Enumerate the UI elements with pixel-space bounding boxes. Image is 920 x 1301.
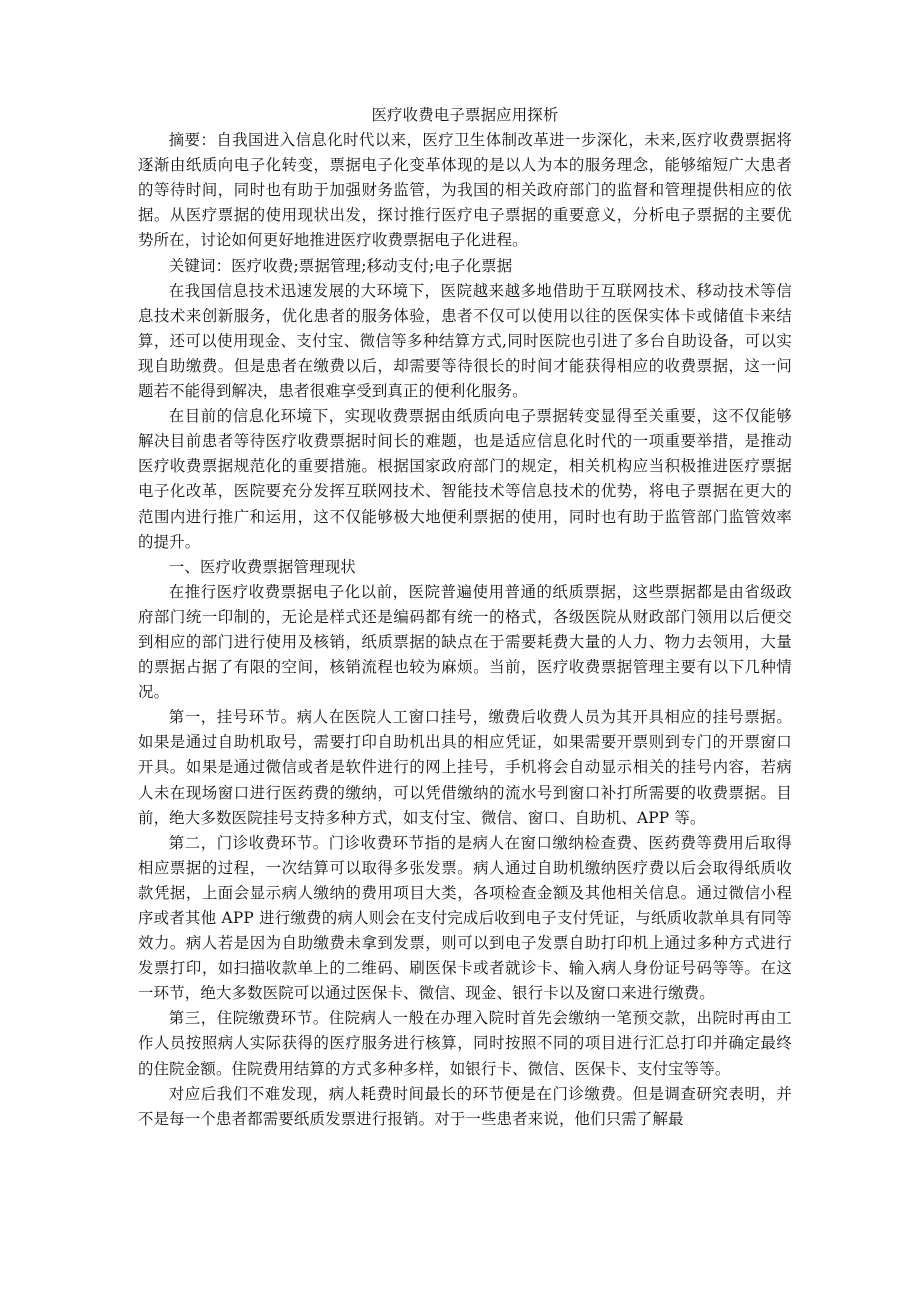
body-paragraph-registration: 第一，挂号环节。病人在医院人工窗口挂号，缴费后收费人员为其开具相应的挂号票据。如果是通过自助机取号，需要打印自助机出具的相应凭证，如果需要开票则到专门的开票窗口开具。如果是通过微信或者是软件进行的网上挂号，手机将会自动显示相关的挂号内容，若病人未在现场窗口进行医药费的缴纳，可以凭借缴纳的流水号到窗口补打所需要的收费票据。目前，绝大多数医院挂号支持多种方式，如支付宝、微信、窗口、自助机、APP 等。 [138,708,792,827]
body-paragraph-outpatient: 第二，门诊收费环节。门诊收费环节指的是病人在窗口缴纳检查费、医药费等费用后取得相应票据的过程，一次结算可以取得多张发票。病人通过自助机缴纳医疗费以后会取得纸质收款凭据，上面会显示病人缴纳的费用项目大类，各项检查金额及其他相关信息。通过微信小程序或者其他 APP 进行缴费的病人则会在支付完成后收到电子支付凭证，与纸质收款单具有同等效力。病人若是因为自助缴费未拿到发票，则可以到电子发票自助打印机上通过多种方式进行发票打印，如扫描收款单上的二维码、刷医保卡或者就诊卡、输入病人身份证号码等等。在这一环节，绝大多数医院可以通过医保卡、微信、现金、银行卡以及窗口来进行缴费。 [138,833,792,1003]
intro-paragraph-2: 在目前的信息化环境下，实现收费票据由纸质向电子票据转变显得至关重要，这不仅能够解决目前患者等待医疗收费票据时间长的难题，也是适应信息化时代的一项重要举措，是推动医疗收费票据规范化的重要措施。根据国家政府部门的规定，相关机构应当积极推进医疗票据电子化改革，医院要充分发挥互联网技术、智能技术等信息技术的优势，将电子票据在更大的范围内进行推广和运用，这不仅能够极大地便利票据的使用，同时也有助于监管部门监管效率的提升。 [138,407,792,551]
body-paragraph-inpatient: 第三，住院缴费环节。住院病人一般在办理入院时首先会缴纳一笔预交款，出院时再由工作人员按照病人实际获得的医疗服务进行核算，同时按照不同的项目进行汇总打印并确定最终的住院金额。住院费用结算的方式多种多样，如银行卡、微信、医保卡、支付宝等等。 [138,1009,792,1078]
body-paragraph-1: 在推行医疗收费票据电子化以前，医院普遍使用普通的纸质票据，这些票据都是由省级政府部门统一印制的，无论是样式还是编码都有统一的格式，各级医院从财政部门领用以后便交到相应的部门进行使用及核销，纸质票据的缺点在于需要耗费大量的人力、物力去领用，大量的票据占据了有限的空间，核销流程也较为麻烦。当前，医疗收费票据管理主要有以下几种情况。 [138,582,792,702]
keywords-paragraph: 关键词：医疗收费;票据管理;移动支付;电子化票据 [168,256,513,275]
intro-paragraph-1: 在我国信息技术迅速发展的大环境下，医院越来越多地借助于互联网技术、移动技术等信息技术来创新服务，优化患者的服务体验，患者不仅可以使用以往的医保实体卡或储值卡来结算，还可以使用现金、支付宝、微信等多种结算方式,同时医院也引进了多台自助设备，可以实现自助缴费。但是患者在缴费以后，却需要等待很长的时间才能获得相应的收费票据，这一问题若不能得到解决，患者很难享受到真正的便利化服务。 [138,281,792,401]
section-heading-1: 一、医疗收费票据管理现状 [168,557,356,576]
document-title: 医疗收费电子票据应用探析 [371,106,559,124]
body-paragraph-conclusion: 对应后我们不难发现，病人耗费时间最长的环节便是在门诊缴费。但是调查研究表明，并不是每一个患者都需要纸质发票进行报销。对于一些患者来说，他们只需了解最 [138,1084,792,1128]
abstract-paragraph: 摘要：自我国进入信息化时代以来，医疗卫生体制改革进一步深化，未来,医疗收费票据将逐渐由纸质向电子化转变，票据电子化变革体现的是以人为本的服务理念，能够缩短广大患者的等待时间，同时也有助于加强财务监管，为我国的相关政府部门的监督和管理提供相应的依据。从医疗票据的使用现状出发，探讨推行医疗电子票据的重要意义，分析电子票据的主要优势所在，讨论如何更好地推进医疗收费票据电子化进程。 [138,131,792,250]
document-page [138,103,792,1132]
